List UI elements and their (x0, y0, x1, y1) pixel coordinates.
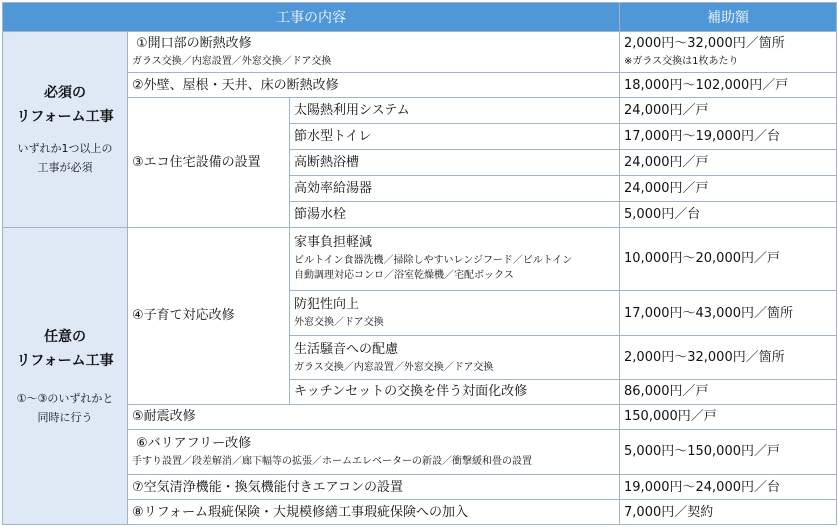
category-title: リフォーム工事 (16, 109, 114, 126)
sub-item-label: 生活騒音への配慮 (294, 341, 399, 357)
amount-cell (620, 475, 837, 500)
amount-cell (620, 379, 837, 404)
amount-cell (620, 73, 837, 98)
amount-cell (620, 201, 837, 227)
work-label: ③エコ住宅設備の設置 (132, 154, 261, 170)
sub-item-label: 節水型トイレ (294, 129, 372, 145)
amount-cell (620, 98, 837, 124)
work-item-insurance (128, 500, 620, 525)
amount-value: 86,000円／戸 (624, 384, 709, 400)
work-label: ⑤耐震改修 (132, 409, 196, 425)
amount-value: 17,000円～43,000円／箇所 (624, 305, 793, 321)
category-required (3, 32, 128, 228)
amount-cell (620, 500, 837, 525)
amount-value: 17,000円～19,000円／台 (624, 129, 780, 145)
work-item-eco-equipment (128, 98, 290, 227)
work-item-childcare (128, 227, 290, 404)
table-row (3, 475, 837, 500)
amount-value: 24,000円／戸 (624, 103, 709, 119)
work-label: ⑦空気清浄機能・換気機能付きエアコンの設置 (132, 479, 404, 495)
sub-item-detail: ガラス交換／内窓設置／外窓交換／ドア交換 (294, 361, 494, 373)
table-row (3, 32, 837, 73)
sub-item-label: 家事負担軽減 (294, 235, 373, 251)
work-item-aircon (128, 475, 620, 500)
amount-cell (620, 290, 837, 336)
sub-item (290, 175, 620, 201)
sub-item-label: 節湯水栓 (294, 206, 347, 222)
sub-item (290, 124, 620, 150)
category-note (7, 389, 123, 427)
category-note-line: ①～③のいずれかと (16, 391, 114, 405)
category-note-line: いずれか1つ以上の (17, 142, 113, 156)
sub-item-label: 防犯性向上 (294, 297, 360, 313)
table-row (3, 98, 837, 124)
sub-item-label: キッチンセットの交換を伴う対面化改修 (294, 384, 528, 400)
amount-value: 19,000円～24,000円／台 (624, 479, 780, 495)
amount-cell (620, 150, 837, 176)
category-title: 必須の (44, 85, 86, 102)
category-title: 任意の (44, 328, 86, 345)
sub-item (290, 201, 620, 227)
work-label: ②外壁、屋根・天井、床の断熱改修 (132, 77, 339, 93)
category-title: リフォーム工事 (16, 352, 114, 369)
amount-value: 24,000円／戸 (624, 154, 709, 170)
work-item-wall-insulation (128, 73, 620, 98)
sub-item (290, 227, 620, 290)
table-row (3, 73, 837, 98)
amount-value: 2,000円～32,000円／箇所 (624, 350, 785, 366)
work-label: ④子育て対応改修 (132, 308, 235, 324)
work-item-barrier-free (128, 429, 620, 475)
category-note-line: 同時に行う (37, 410, 93, 424)
table-row (3, 500, 837, 525)
amount-value: 5,000円～150,000円／戸 (624, 444, 780, 460)
sub-item-detail: ビルトイン食器洗機／掃除しやすいレンジフード／ビルトイン (294, 255, 573, 267)
amount-value: 5,000円／台 (624, 206, 701, 222)
work-item-seismic (128, 404, 620, 429)
sub-item (290, 336, 620, 380)
category-optional (3, 227, 128, 524)
sub-item (290, 150, 620, 176)
amount-cell (620, 175, 837, 201)
sub-item-detail: 自動調理対応コンロ／浴室乾燥機／宅配ボックス (294, 270, 514, 282)
sub-item (290, 290, 620, 336)
sub-item-label: 高断熱浴槽 (294, 154, 360, 170)
table-row (3, 227, 837, 290)
amount-value: 10,000円～20,000円／戸 (624, 251, 780, 267)
header-content: 工事の内容 (3, 3, 620, 32)
table-row (3, 404, 837, 429)
work-label: ⑥バリアフリー改修 (136, 435, 252, 451)
amount-note: ※ガラス交換は1枚あたり (624, 56, 739, 68)
amount-cell (620, 336, 837, 380)
sub-item (290, 98, 620, 124)
category-note-line: 工事が必須 (37, 161, 93, 175)
header-row (3, 3, 837, 32)
header-amount: 補助額 (620, 3, 837, 32)
work-label: ⑧リフォーム瑕疵保険・大規模修繕工事瑕疵保険への加入 (132, 504, 469, 520)
amount-value: 150,000円／戸 (624, 409, 717, 425)
amount-cell (620, 32, 837, 73)
amount-cell (620, 404, 837, 429)
sub-item-detail: 外窓交換／ドア交換 (294, 317, 384, 329)
sub-item-label: 太陽熱利用システム (294, 103, 410, 119)
amount-value: 18,000円～102,000円／戸 (624, 77, 789, 93)
table-row (3, 429, 837, 475)
sub-item (290, 379, 620, 404)
category-note (7, 139, 123, 177)
amount-cell (620, 124, 837, 150)
work-item-opening-insulation (128, 32, 620, 73)
amount-value: 2,000円～32,000円／箇所 (624, 36, 785, 52)
work-sub: ガラス交換／内窓設置／外窓交換／ドア交換 (132, 56, 332, 68)
work-label: ①開口部の断熱改修 (136, 36, 252, 52)
amount-cell (620, 429, 837, 475)
work-sub: 手すり設置／段差解消／廊下幅等の拡張／ホームエレベーターの新設／衝撃緩和畳の設置 (132, 455, 532, 467)
amount-value: 7,000円／契約 (624, 504, 714, 520)
amount-value: 24,000円／戸 (624, 180, 709, 196)
amount-cell (620, 227, 837, 290)
sub-item-label: 高効率給湯器 (294, 180, 373, 196)
subsidy-table (2, 2, 837, 525)
